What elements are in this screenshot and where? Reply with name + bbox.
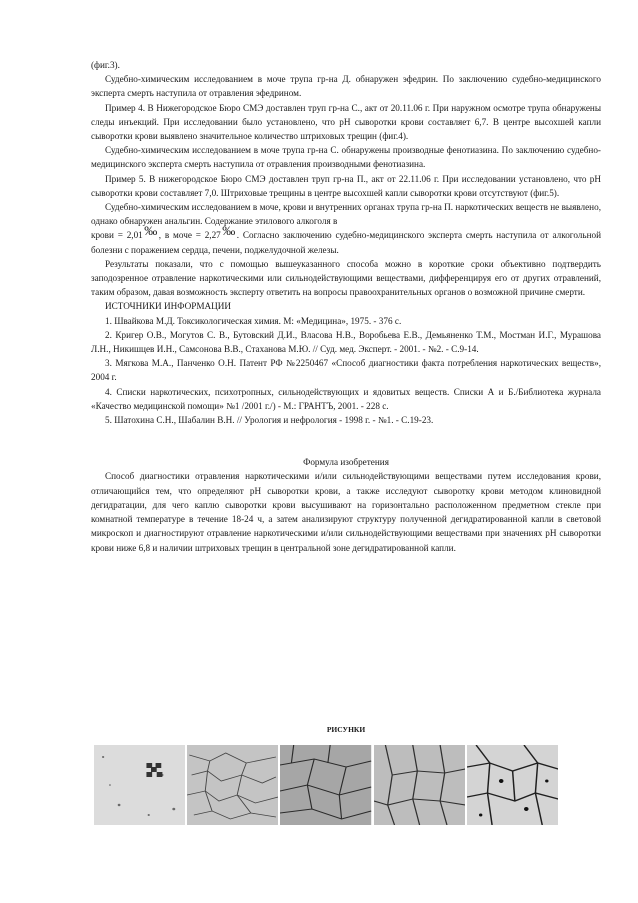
formula-text: Способ диагностики отравления наркотическими и/или сильнодействующими веществами путем исследования крови, отличающийся тем, что определяют рН сыворотки крови, а также исследуют сыворотку крови методом клиновидной дегидратации, для чего каплю сыворотки крови высушивают на горизонтально расположенном предметном стекле при комнатной температуре в течение 18-24 ч, а затем анализируют структуру полученной дегидратированной капли в световой микроскоп и диагностируют отравление наркотическими и/или сильнодействующими веществами при значениях рН сыворотки крови ниже 6,8 и наличии штриховых трещин в центральной зоне дегидратированной капли.: [91, 471, 601, 553]
reference-item: 4. Списки наркотических, психотропных, сильнодействующих и ядовитых веществ. Списки А и Б./Библиотека журнала «Качество медицинской помощи» №1 /2001 г./) - М.: ГРАНТЪ, 2001. - 228 с.: [91, 386, 601, 411]
figure-5-image: [467, 745, 558, 825]
paragraph-chem-s: Судебно-химическим исследованием в моче трупа гр-на С. обнаружены производные фенотиазина. По заключению судебно-медицинского эксперта смерть наступила от отравления производными фенотиазина.: [91, 145, 601, 170]
figure-3-image: [280, 745, 371, 825]
paragraph-chem-d: Судебно-химическим исследованием в моче трупа гр-на Д. обнаружен эфедрин. По заключению судебно-медицинского эксперта смерть наступила от отравления эфедрином.: [91, 74, 601, 99]
permil-symbol: ‰: [142, 223, 159, 239]
paragraph-alcohol: [91, 223, 602, 256]
permil-symbol: ‰: [220, 223, 237, 239]
figures-strip: [94, 745, 558, 825]
reference-item: 2. Кригер О.В., Могутов С. В., Бутовский Д.И., Власова Н.В., Воробьева Е.В., Демьяненко Т.М., Мостман И.Г., Мурашова Л.Н., Никишцев И.Н., Самсонова В.В., Стаханова М.Ю. // Суд. мед. Эксперт. - 2001. - №2. - С.9-14.: [91, 329, 601, 355]
paragraph-fig3-end: (фиг.3).: [91, 60, 120, 70]
reference-item: 5. Шатохина С.Н., Шабалин В.Н. // Урология и нефрология - 1998 г. - №1. - С.19-23.: [105, 415, 434, 426]
paragraph-chem-p: Судебно-химическим исследованием в моче, крови и внутренних органах трупа гр-на П. наркотических веществ не выявлено, однако обнаружен анальгин. Содержание этилового алкоголя в: [91, 202, 601, 227]
figures-heading: РИСУНКИ: [326, 725, 366, 734]
alcohol-conclusion: . Согласно заключению судебно-медицинского эксперта смерть наступила от алкогольной болезни с поражением сердца, печени, поджелудочной железы.: [91, 230, 602, 255]
alcohol-blood-value: крови = 2,01: [91, 230, 143, 241]
figure-4-image: [374, 745, 465, 825]
paragraph-example-4: Пример 4. В Нижегородское Бюро СМЭ доставлен труп гр-на С., акт от 20.11.06 г. При наружном осмотре трупа обнаружены следы инъекций. При исследовании было установлено, что рН сыворотки крови составляет 6,7. В центре высохшей капли сыворотки крови выявлено значительное количество штриховых трещин (фиг.4).: [91, 102, 601, 142]
formula-heading: Формула изобретения: [303, 457, 389, 468]
document-body: [91, 58, 601, 555]
figure-2-image: [187, 745, 278, 825]
reference-item: 1. Швайкова М.Д. Токсикологическая химия. М: «Медицина», 1975. - 376 с.: [105, 315, 402, 326]
paragraph-example-5: Пример 5. В нижегородское Бюро СМЭ доставлен труп гр-на П., акт от 22.11.06 г. При исследовании установлено, что рН сыворотки крови составляет 7,0. Штриховые трещины в центре высохшей капли сыворотки крови отсутствуют (фиг.5).: [91, 173, 601, 198]
reference-item: 3. Мягкова М.А., Панченко О.Н. Патент РФ №2250467 «Способ диагностики факта потребления наркотических веществ», 2004 г.: [91, 358, 601, 383]
alcohol-urine-value: , в моче = 2,27: [158, 230, 221, 241]
paragraph-results: Результаты показали, что с помощью вышеуказанного способа можно в короткие сроки объективно подтвердить заподозренное отравление наркотическими или сильнодействующими веществами, дифференцируя его от других отравлений, таким образом, давая возможность эксперту ответить на вопросы правоохранительных органов о возможной причине смерти.: [91, 258, 601, 298]
figure-1-image: [94, 745, 185, 825]
sources-heading: ИСТОЧНИКИ ИНФОРМАЦИИ: [105, 301, 232, 312]
